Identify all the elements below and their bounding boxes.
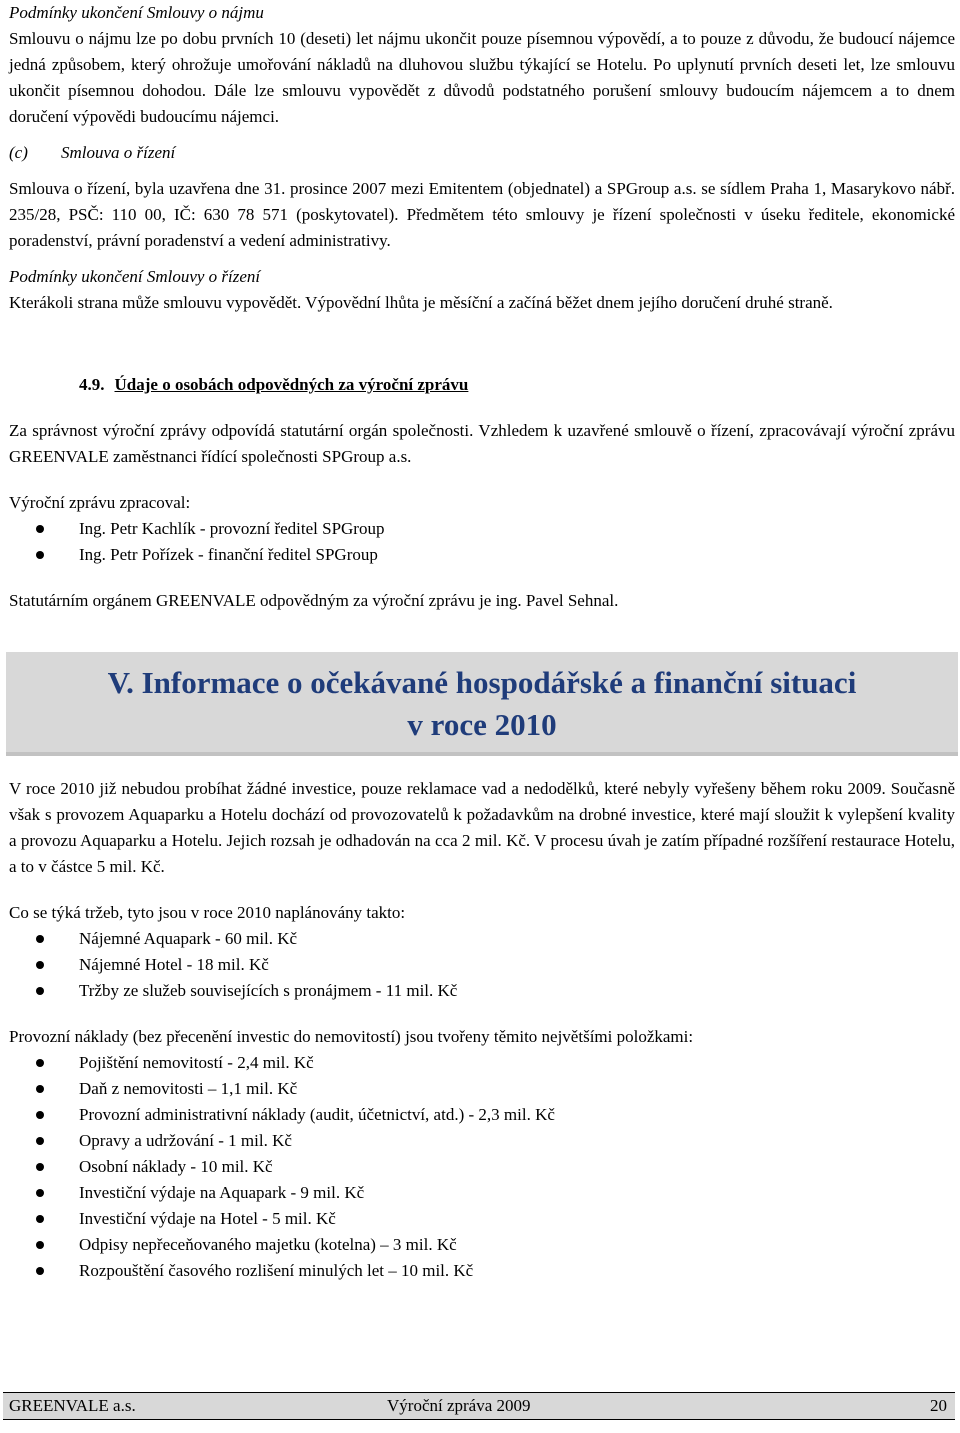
section-49-text: Za správnost výroční zprávy odpovídá statutární orgán společnosti. Vzhledem k uzavřené smlouvě o řízení, zpracovávají výroční zprávu GREENVALE zaměstnanci řídící společnosti SPGroup a.s.	[9, 421, 955, 466]
revenues-label: Co se týká tržeb, tyto jsou v roce 2010 naplánovány takto:	[9, 903, 406, 922]
footer-report-title: Výroční zpráva 2009	[387, 1396, 531, 1415]
list-item: Osobní náklady - 10 mil. Kč	[9, 1154, 955, 1180]
list-item: Ing. Petr Kachlík - provozní ředitel SPGroup	[9, 516, 955, 542]
footer-company: GREENVALE a.s.	[9, 1396, 136, 1415]
management-conditions-text: Kterákoli strana může smlouvu vypovědět. Výpovědní lhůta je měsíční a začíná běžet dnem jejího doručení druhé straně.	[9, 293, 833, 312]
document-page	[9, 0, 955, 1284]
list-item: Odpisy nepřeceňovaného majetku (kotelna) – 3 mil. Kč	[9, 1232, 955, 1258]
section-49-number: 4.9.	[79, 375, 105, 394]
list-item: Investiční výdaje na Aquapark - 9 mil. Kč	[9, 1180, 955, 1206]
section-c-title: Smlouva o řízení	[61, 143, 176, 162]
prepared-by-label: Výroční zprávu zpracoval:	[9, 493, 191, 512]
footer-page-number: 20	[930, 1396, 947, 1415]
section-49-heading	[9, 372, 955, 398]
rent-conditions-title: Podmínky ukončení Smlouvy o nájmu	[9, 3, 264, 22]
page-footer	[3, 1392, 955, 1420]
revenues-list	[9, 926, 955, 1004]
statutory-text: Statutárním orgánem GREENVALE odpovědným za výroční zprávu je ing. Pavel Sehnal.	[9, 591, 619, 610]
costs-label: Provozní náklady (bez přecenění investic do nemovitostí) jsou tvořeny těmito největšími položkami:	[9, 1027, 694, 1046]
list-item: Rozpouštění časového rozlišení minulých let – 10 mil. Kč	[9, 1258, 955, 1284]
list-item: Investiční výdaje na Hotel - 5 mil. Kč	[9, 1206, 955, 1232]
chapter-v-heading	[6, 652, 958, 756]
list-item: Opravy a udržování - 1 mil. Kč	[9, 1128, 955, 1154]
chapter-v-intro: V roce 2010 již nebudou probíhat žádné investice, pouze reklamace vad a nedodělků, které nebyly vyřešeny během roku 2009. Současně však s provozem Aquaparku a Hotelu dochází od provozovatelů k požadavkům na drobné investice, které mají sloužit k vylepšení kvality a provozu Aquaparku a Hotelu. Jejich rozsah je odhadován na cca 2 mil. Kč. V procesu úvah je zatím případné rozšíření restaurace Hotelu, a to v částce 5 mil. Kč.	[9, 779, 955, 876]
list-item: Provozní administrativní náklady (audit, účetnictví, atd.) - 2,3 mil. Kč	[9, 1102, 955, 1128]
prepared-by-list	[9, 516, 955, 568]
chapter-v-line2: v roce 2010	[407, 707, 557, 742]
list-item: Daň z nemovitosti – 1,1 mil. Kč	[9, 1076, 955, 1102]
list-item: Ing. Petr Pořízek - finanční ředitel SPGroup	[9, 542, 955, 568]
section-49-title: Údaje o osobách odpovědných za výroční zprávu	[114, 375, 469, 394]
list-item: Nájemné Aquapark - 60 mil. Kč	[9, 926, 955, 952]
chapter-v-line1: V. Informace o očekávané hospodářské a finanční situaci	[107, 665, 857, 700]
list-item: Nájemné Hotel - 18 mil. Kč	[9, 952, 955, 978]
section-c-text: Smlouva o řízení, byla uzavřena dne 31. prosince 2007 mezi Emitentem (objednatel) a SPGroup a.s. se sídlem Praha 1, Masarykovo nábř. 235/28, PSČ: 110 00, IČ: 630 78 571 (poskytovatel). Předmětem této smlouvy je řízení společnosti v úseku ředitele, ekonomické poradenství, právní poradenství a vedení administrativy.	[9, 179, 955, 250]
section-c-heading	[9, 140, 955, 166]
management-conditions-title: Podmínky ukončení Smlouvy o řízení	[9, 267, 261, 286]
list-item: Tržby ze služeb souvisejících s pronájmem - 11 mil. Kč	[9, 978, 955, 1004]
section-c-label: (c)	[9, 143, 28, 162]
rent-conditions-text: Smlouvu o nájmu lze po dobu prvních 10 (deseti) let nájmu ukončit pouze písemnou výpovědí, a to pouze z důvodu, že budoucí nájemce jedná způsobem, který ohrožuje umořování nákladů na dluhovou službu týkající se Hotelu. Po uplynutí prvních deseti let, lze smlouvu ukončit písemnou dohodou. Dále lze smlouvu vypovědět z důvodů podstatného porušení smlouvy budoucím nájemcem a to dnem doručení výpovědi budoucímu nájemci.	[9, 29, 955, 126]
list-item: Pojištění nemovitostí - 2,4 mil. Kč	[9, 1050, 955, 1076]
costs-list	[9, 1050, 955, 1284]
